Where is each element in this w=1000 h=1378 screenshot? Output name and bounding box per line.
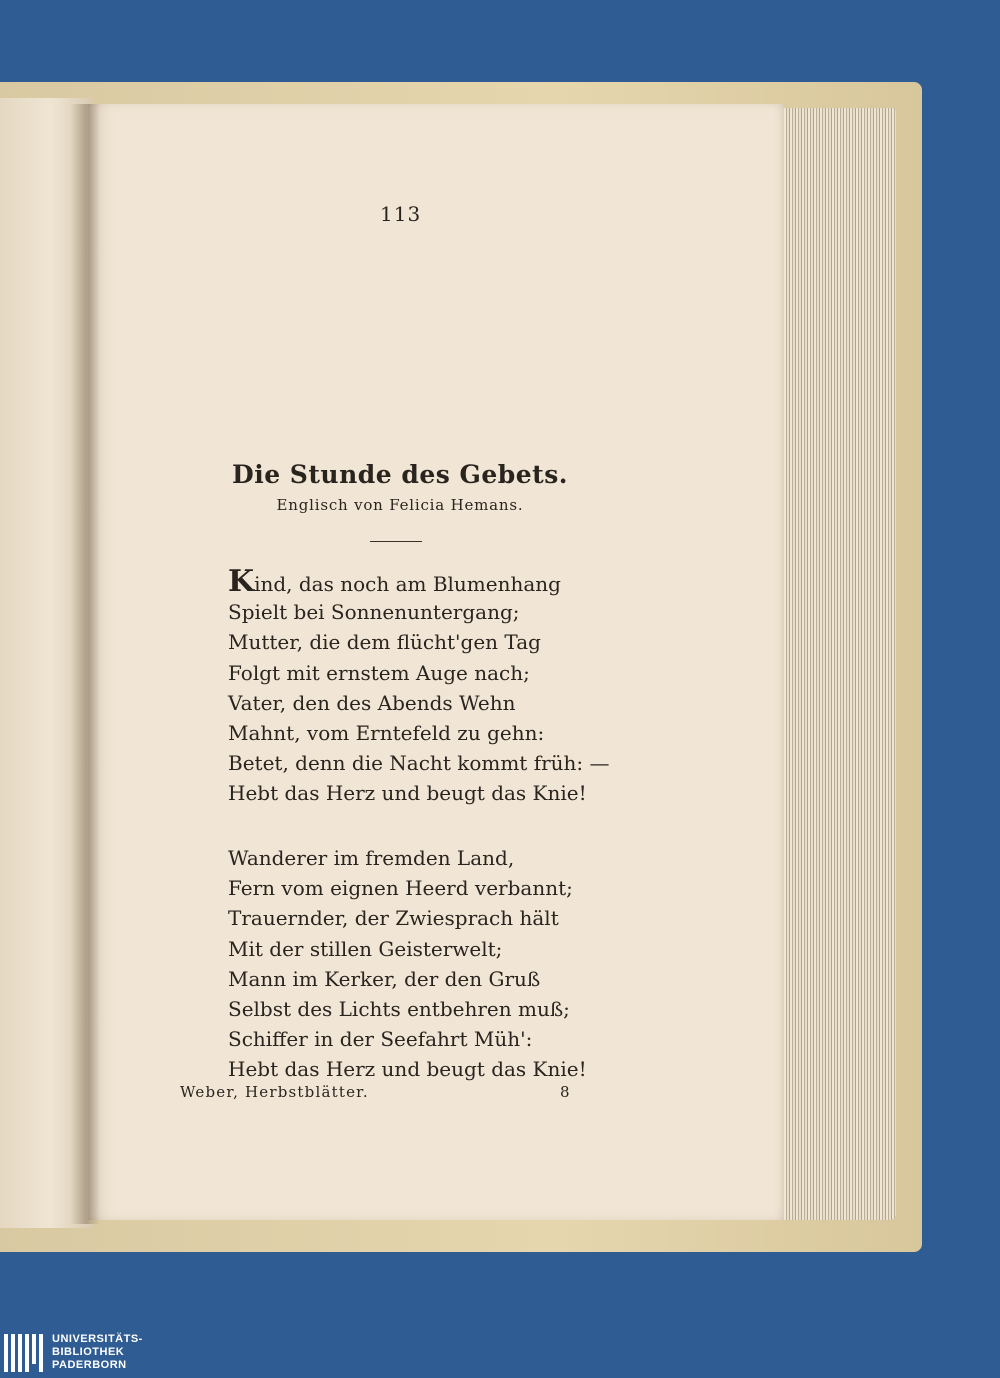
page-number: 113 — [380, 202, 422, 226]
library-logo-icon — [4, 1334, 44, 1372]
library-logo-bar — [0, 1328, 1000, 1378]
poem-line: Schiffer in der Seefahrt Müh': — [228, 1027, 533, 1052]
stanza-2 — [228, 843, 628, 1085]
poem-line: Spielt bei Sonnenuntergang; — [228, 600, 520, 625]
logo-line: BIBLIOTHEK — [52, 1346, 125, 1358]
poem-line: Betet, denn die Nacht kommt früh: — — [228, 751, 610, 776]
poem-line: Mit der stillen Geisterwelt; — [228, 936, 503, 961]
poem-line: Trauernder, der Zwiesprach hält — [228, 906, 559, 931]
stanza-1 — [228, 564, 628, 809]
poem-line: Selbst des Lichts entbehren muß; — [228, 996, 570, 1021]
poem-line: Folgt mit ernstem Auge nach; — [228, 660, 530, 685]
title-divider — [370, 541, 422, 542]
poem-line: Hebt das Herz und beugt das Knie! — [228, 781, 587, 806]
poem-line: Mann im Kerker, der den Gruß — [228, 966, 541, 991]
logo-line: PADERBORN — [52, 1359, 127, 1371]
poem-line: Kind, das noch am Blumenhang — [228, 564, 561, 599]
poem-line: Fern vom eignen Heerd verbannt; — [228, 876, 573, 901]
gutter-shadow — [70, 104, 100, 1224]
footer-sheet-number: 8 — [560, 1083, 570, 1101]
poem-line: Mahnt, vom Erntefeld zu gehn: — [228, 720, 545, 745]
initial-letter: K — [228, 564, 255, 599]
library-logo-text — [52, 1333, 143, 1372]
poem-line: Mutter, die dem flücht'gen Tag — [228, 630, 541, 655]
poem-line: Hebt das Herz und beugt das Knie! — [228, 1057, 587, 1082]
poem-line: Vater, den des Abends Wehn — [228, 690, 516, 715]
footer-signature: Weber, Herbstblätter. — [180, 1083, 369, 1101]
poem-title: Die Stunde des Gebets. — [232, 460, 568, 489]
poem-subtitle: Englisch von Felicia Hemans. — [276, 496, 524, 514]
logo-line: UNIVERSITÄTS- — [52, 1333, 143, 1345]
page-edges — [778, 108, 896, 1220]
poem-line: Wanderer im fremden Land, — [228, 846, 515, 870]
